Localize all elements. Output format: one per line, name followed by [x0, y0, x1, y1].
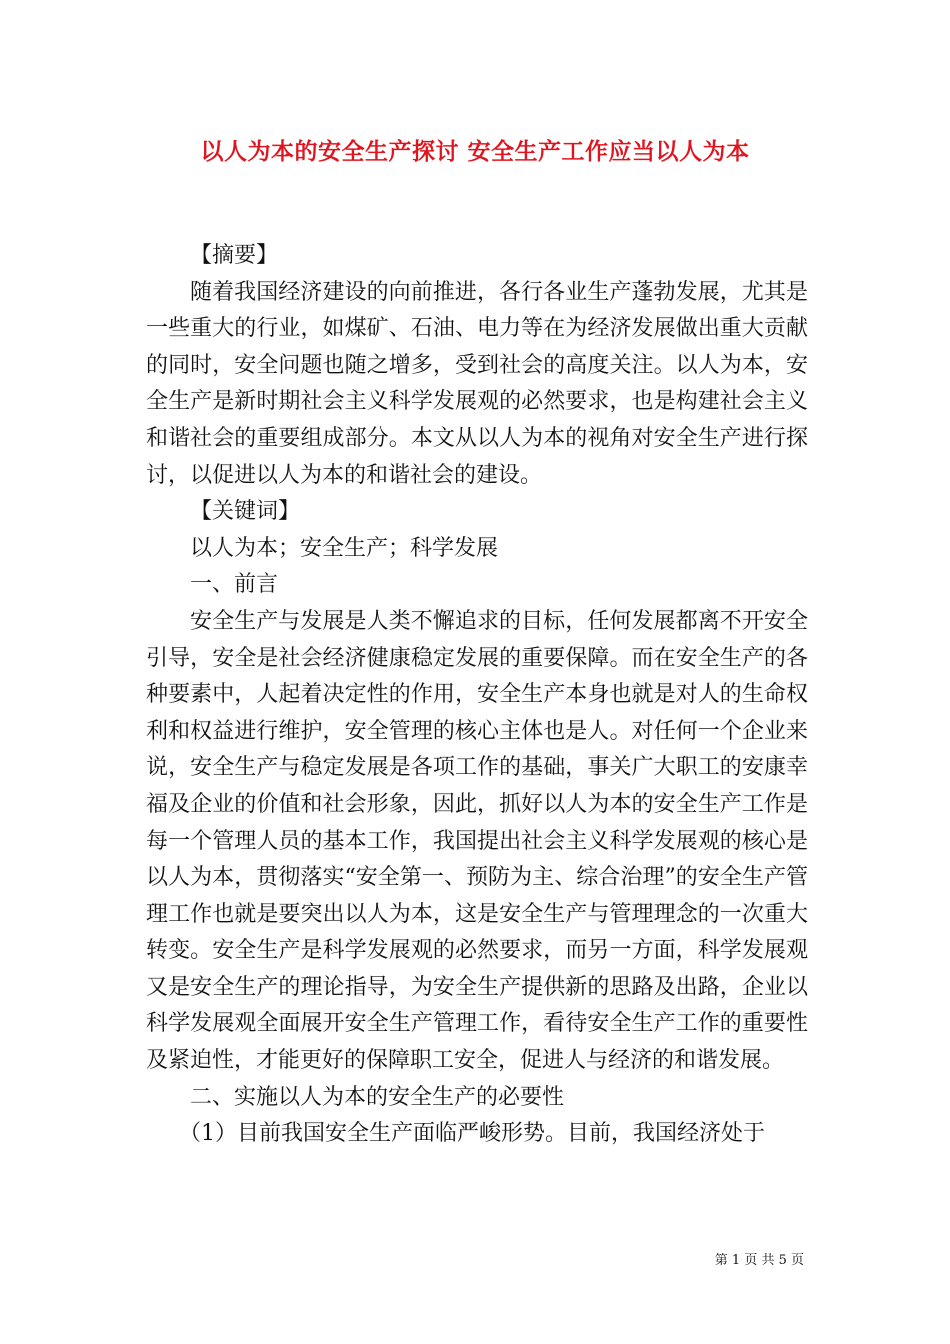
- page-number: 第 1 页 共 5 页: [714, 1253, 804, 1268]
- document-body: [146, 238, 808, 1153]
- abstract-heading: 【摘要】: [190, 243, 279, 268]
- abstract-paragraph: 随着我国经济建设的向前推进，各行各业生产蓬勃发展，尤其是一些重大的行业，如煤矿、石油、电力等在为经济发展做出重大贡献的同时，安全问题也随之增多，受到社会的高度关注。以人为本，安全生产是新时期社会主义科学发展观的必然要求，也是构建社会主义和谐社会的重要组成部分。本文从以人为本的视角对安全生产进行探讨，以促进以人为本的和谐社会的建设。: [146, 279, 808, 488]
- section-1-paragraph: 安全生产与发展是人类不懈追求的目标，任何发展都离不开安全引导，安全是社会经济健康稳定发展的重要保障。而在安全生产的各种要素中，人起着决定性的作用，安全生产本身也就是对人的生命权利和权益进行维护，安全管理的核心主体也是人。对任何一个企业来说，安全生产与稳定发展是各项工作的基础，事关广大职工的安康幸福及企业的价值和社会形象，因此，抓好以人为本的安全生产工作是每一个管理人员的基本工作，我国提出社会主义科学发展观的核心是以人为本，贯彻落实“安全第一、预防为主、综合治理”的安全生产管理工作也就是要突出以人为本，这是安全生产与管理理念的一次重大转变。安全生产是科学发展观的必然要求，而另一方面，科学发展观又是安全生产的理论指导，为安全生产提供新的思路及出路，企业以科学发展观全面展开安全生产管理工作，看待安全生产工作的重要性及紧迫性，才能更好的保障职工安全，促进人与经济的和谐发展。: [146, 608, 808, 1074]
- section-2-heading: 二、实施以人为本的安全生产的必要性: [190, 1084, 565, 1110]
- document-title: 以人为本的安全生产探讨 安全生产工作应当以人为本: [200, 138, 750, 165]
- section-2-item-1: （1）目前我国安全生产面临严峻形势。目前，我国经济处于: [179, 1121, 765, 1147]
- keywords-paragraph: 以人为本；安全生产；科学发展: [190, 535, 499, 561]
- section-1-heading: 一、前言: [190, 572, 279, 598]
- keywords-heading: 【关键词】: [190, 499, 301, 525]
